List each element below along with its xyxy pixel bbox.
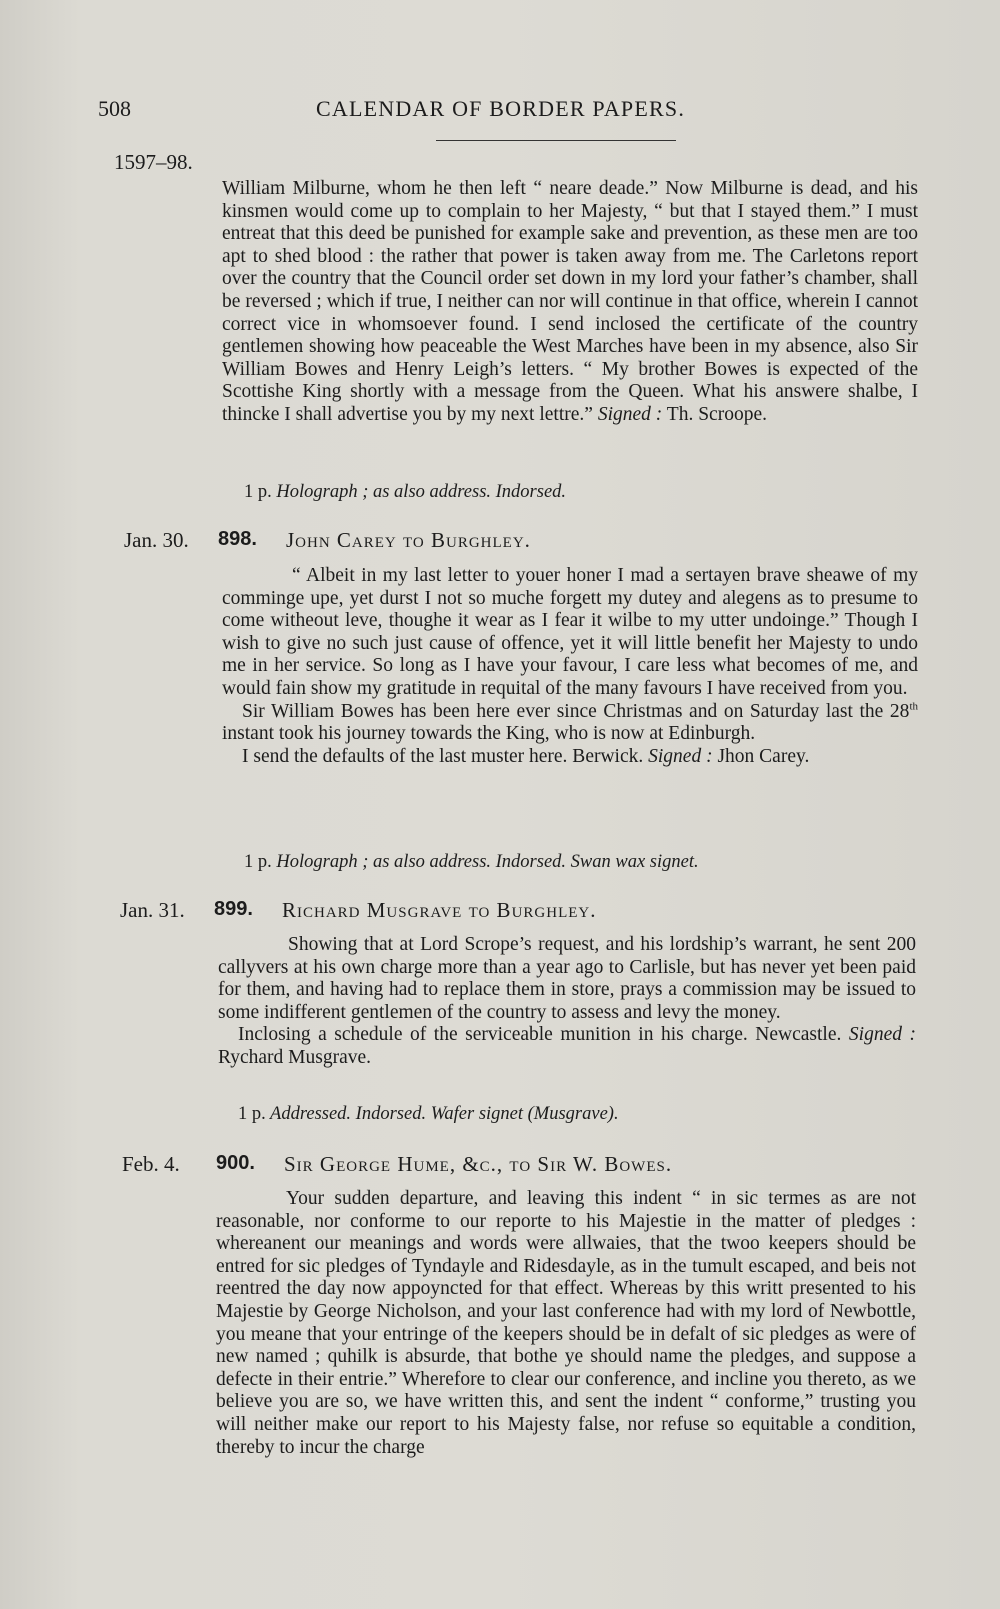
running-title: CALENDAR OF BORDER PAPERS. xyxy=(316,96,686,121)
entry-paragraph: Inclosing a schedule of the serviceable munition in his charge. Newcastle. Signed : Rychard Musgrave. xyxy=(218,1024,916,1068)
continuation-text xyxy=(222,178,918,427)
desc-text: Addressed. Indorsed. Wafer signet (Musgrave). xyxy=(265,1104,619,1124)
signed-label: Signed : xyxy=(848,1024,916,1046)
signed-label: Signed : xyxy=(648,745,713,767)
desc-pages: 1 p. xyxy=(244,852,272,872)
continuation-description xyxy=(244,482,566,503)
entry-paragraph: Showing that at Lord Scrope’s request, and his lordship’s warrant, he sent 200 callyvers at his own charge more than a year ago to Carlisle, but has never yet been paid for them, and having had to replace them in store, prays a commission may be issued to some indifferent gentlemen of the country to assess and levy the money. xyxy=(218,934,916,1023)
entry-paragraph: “ Albeit in my last letter to youer honer I mad a sertayen brave sheawe of my comminge upe, yet durst I not so muche forgett my dutey and alegens as to presume to come witheout leve, thoughe it wear as I fear it wilbe to my utter undoinge.” Though I wish to give no such just cause of offence, yet it will little benefit her Majesty to undo me in her service. So long as I have your favour, I care less what becomes of me, and would fain show my gratitude in requital of the many favours I have received from you. xyxy=(222,565,918,699)
entry-title: Sir George Hume, &c., to Sir W. Bowes. xyxy=(284,1152,673,1176)
page-header xyxy=(98,96,918,146)
signed-name: Jhon Carey. xyxy=(712,745,810,767)
entry-number: 900. xyxy=(216,1152,255,1174)
desc-text: Holograph ; as also address. Indorsed. xyxy=(271,482,567,502)
page-number: 508 xyxy=(98,96,131,121)
header-rule xyxy=(436,140,676,141)
signed-label: Signed : xyxy=(597,403,663,425)
desc-text: Holograph ; as also address. Indorsed. Swan wax signet. xyxy=(271,852,699,872)
entry-body-899 xyxy=(218,934,916,1070)
desc-pages: 1 p. xyxy=(244,482,272,502)
year-margin-note: 1597–98. xyxy=(114,150,193,174)
signed-name: Rychard Musgrave. xyxy=(218,1046,372,1068)
entry-description-898 xyxy=(244,852,699,873)
desc-pages: 1 p. xyxy=(238,1104,266,1124)
entry-date: Jan. 31. xyxy=(120,898,185,922)
entry-paragraph: Your sudden departure, and leaving this indent “ in sic termes as are not reasonable, nor conforme to our reporte to his Majestie in the matter of pledges : whereanent our meanings and words were allwaies, that the twoo keepers should be entred for sic pledges of Tyndayle and Ridesdayle, as in the tumult escaped, and beis not reentred the day now appoyncted for that effect. Whereas by this writt presented to his Majestie by George Nicholson, and your last conference had with my lord of Newbottle, you meane that your entringe of the keepers should be in defalt of sic pledges as were of new named ; quhilk is absurde, that bothe ye should name the pledges, and suppose a defecte in their entrie.” Wherefore to clear our conference, and incline you thereto, as we believe you are so, we have written this, and sent the indent “ conforme,” trusting you will neither make our report to his Majesty false, nor refuse so equitable a condition, thereby to incur the charge xyxy=(216,1188,916,1458)
signed-name: Th. Scroope. xyxy=(662,403,767,425)
entry-body-898 xyxy=(222,565,918,768)
entry-description-899 xyxy=(238,1104,619,1125)
entry-number: 898. xyxy=(218,528,257,550)
entry-date: Feb. 4. xyxy=(122,1152,180,1176)
entry-paragraph: I send the defaults of the last muster here. Berwick. Signed : Jhon Carey. xyxy=(242,745,810,767)
entry-date: Jan. 30. xyxy=(124,528,189,552)
entry-number: 899. xyxy=(214,898,253,920)
continuation-paragraph: William Milburne, whom he then left “ neare deade.” Now Milburne is dead, and his kinsmen would come up to complain to her Majesty, “ but that I stayed them.” I must entreat that this deed be punished for example sake and prevention, as these men are too apt to shed blood : the rather that power is taken away from me. The Carletons report over the country that the Council order set down in my lord your father’s chamber, shall be reversed ; which if true, I neither can nor will continue in that office, wherein I cannot correct vice in whomsoever found. I send inclosed the certificate of the country gentlemen showing how peaceable the West Marches have been in my absence, also Sir William Bowes and Henry Leigh’s letters. “ My brother Bowes is expected of the Scottishe King shortly with a message from the Queen. What his answere shalbe, I thincke I shall advertise you by my next lettre.” Signed : Th. Scroope. xyxy=(222,178,918,425)
entry-title: Richard Musgrave to Burghley. xyxy=(282,898,597,922)
entry-body-900 xyxy=(216,1188,916,1459)
entry-title: John Carey to Burghley. xyxy=(286,528,531,552)
entry-paragraph: Sir William Bowes has been here ever since Christmas and on Saturday last the 28th instant took his journey towards the King, who is now at Edinburgh. xyxy=(222,700,918,745)
